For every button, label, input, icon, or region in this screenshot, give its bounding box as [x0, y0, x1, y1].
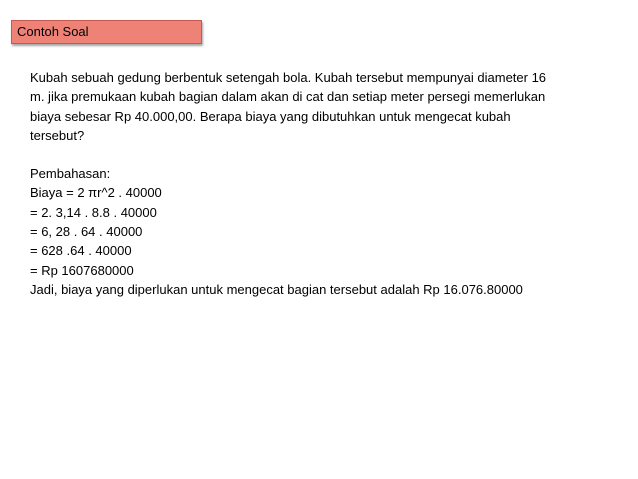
- solution-heading: Pembahasan:: [30, 166, 111, 182]
- problem-text: Kubah sebuah gedung berbentuk setengah bola. Kubah tersebut mempunyai diameter 16 m. jika premukaan kubah bagian dalam akan di cat dan setiap meter persegi memerlukan biaya sebesar Rp 40.000,00. Berapa biaya yang dibutuhkan untuk mengecat kubah tersebut?: [30, 70, 550, 143]
- slide-title: Contoh Soal: [11, 20, 202, 44]
- solution-line-5: = Rp 1607680000: [30, 262, 134, 278]
- solution-conclusion: Jadi, biaya yang diperlukan untuk mengecat bagian tersebut adalah Rp 16.076.80000: [30, 281, 523, 297]
- solution-line-4: = 628 .64 . 40000: [30, 243, 132, 259]
- solution-line-1: Biaya = 2 πr^2 . 40000: [30, 185, 162, 201]
- solution-line-3: = 6, 28 . 64 . 40000: [30, 224, 143, 240]
- paragraph-gap: [30, 145, 620, 164]
- slide-content: [30, 68, 620, 299]
- solution-line-2: = 2. 3,14 . 8.8 . 40000: [30, 204, 157, 220]
